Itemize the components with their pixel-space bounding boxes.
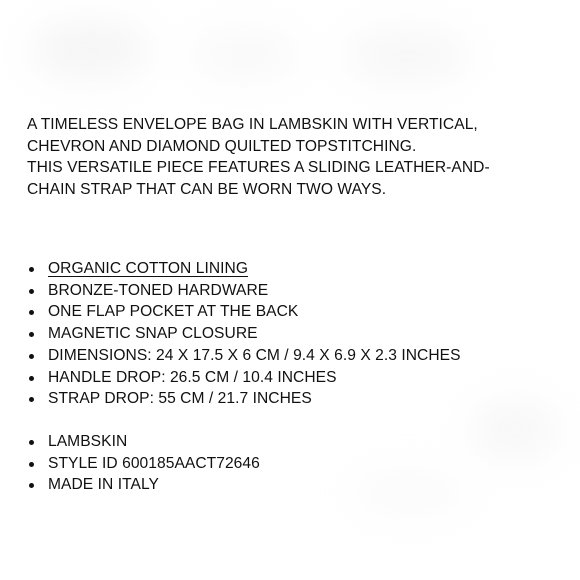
feature-item bbox=[27, 280, 547, 302]
materials-list bbox=[27, 431, 547, 496]
material-text: LAMBSKIN bbox=[48, 432, 128, 450]
feature-text: BRONZE-TONED HARDWARE bbox=[48, 281, 269, 299]
feature-text: DIMENSIONS: 24 X 17.5 X 6 CM / 9.4 X 6.9 X 2.3 INCHES bbox=[48, 346, 461, 364]
feature-item[interactable] bbox=[27, 258, 547, 280]
background-blur bbox=[345, 28, 470, 83]
product-description bbox=[27, 114, 547, 200]
feature-text: HANDLE DROP: 26.5 CM / 10.4 INCHES bbox=[48, 368, 337, 386]
description-line: CHAIN STRAP THAT CAN BE WORN TWO WAYS. bbox=[27, 180, 387, 198]
background-blur bbox=[30, 20, 150, 80]
background-blur bbox=[190, 30, 300, 80]
material-text: MADE IN ITALY bbox=[48, 476, 159, 494]
material-item bbox=[27, 453, 547, 475]
feature-text: ONE FLAP POCKET AT THE BACK bbox=[48, 303, 299, 321]
feature-text: STRAP DROP: 55 CM / 21.7 INCHES bbox=[48, 390, 312, 408]
material-text: STYLE ID 600185AACT72646 bbox=[48, 454, 260, 472]
material-item bbox=[27, 431, 547, 453]
feature-text: MAGNETIC SNAP CLOSURE bbox=[48, 325, 258, 343]
description-line: CHEVRON AND DIAMOND QUILTED TOPSTITCHING. bbox=[27, 137, 417, 155]
feature-link-organic-cotton-lining[interactable]: ORGANIC COTTON LINING bbox=[48, 260, 249, 277]
feature-item bbox=[27, 301, 547, 323]
feature-item bbox=[27, 388, 547, 410]
feature-item bbox=[27, 323, 547, 345]
description-line: THIS VERSATILE PIECE FEATURES A SLIDING LEATHER-AND- bbox=[27, 159, 490, 176]
feature-item bbox=[27, 345, 547, 367]
feature-list bbox=[27, 258, 547, 410]
material-item bbox=[27, 474, 547, 496]
feature-item bbox=[27, 367, 547, 389]
product-details bbox=[27, 114, 547, 496]
description-line: A TIMELESS ENVELOPE BAG IN LAMBSKIN WITH VERTICAL, bbox=[27, 116, 478, 133]
